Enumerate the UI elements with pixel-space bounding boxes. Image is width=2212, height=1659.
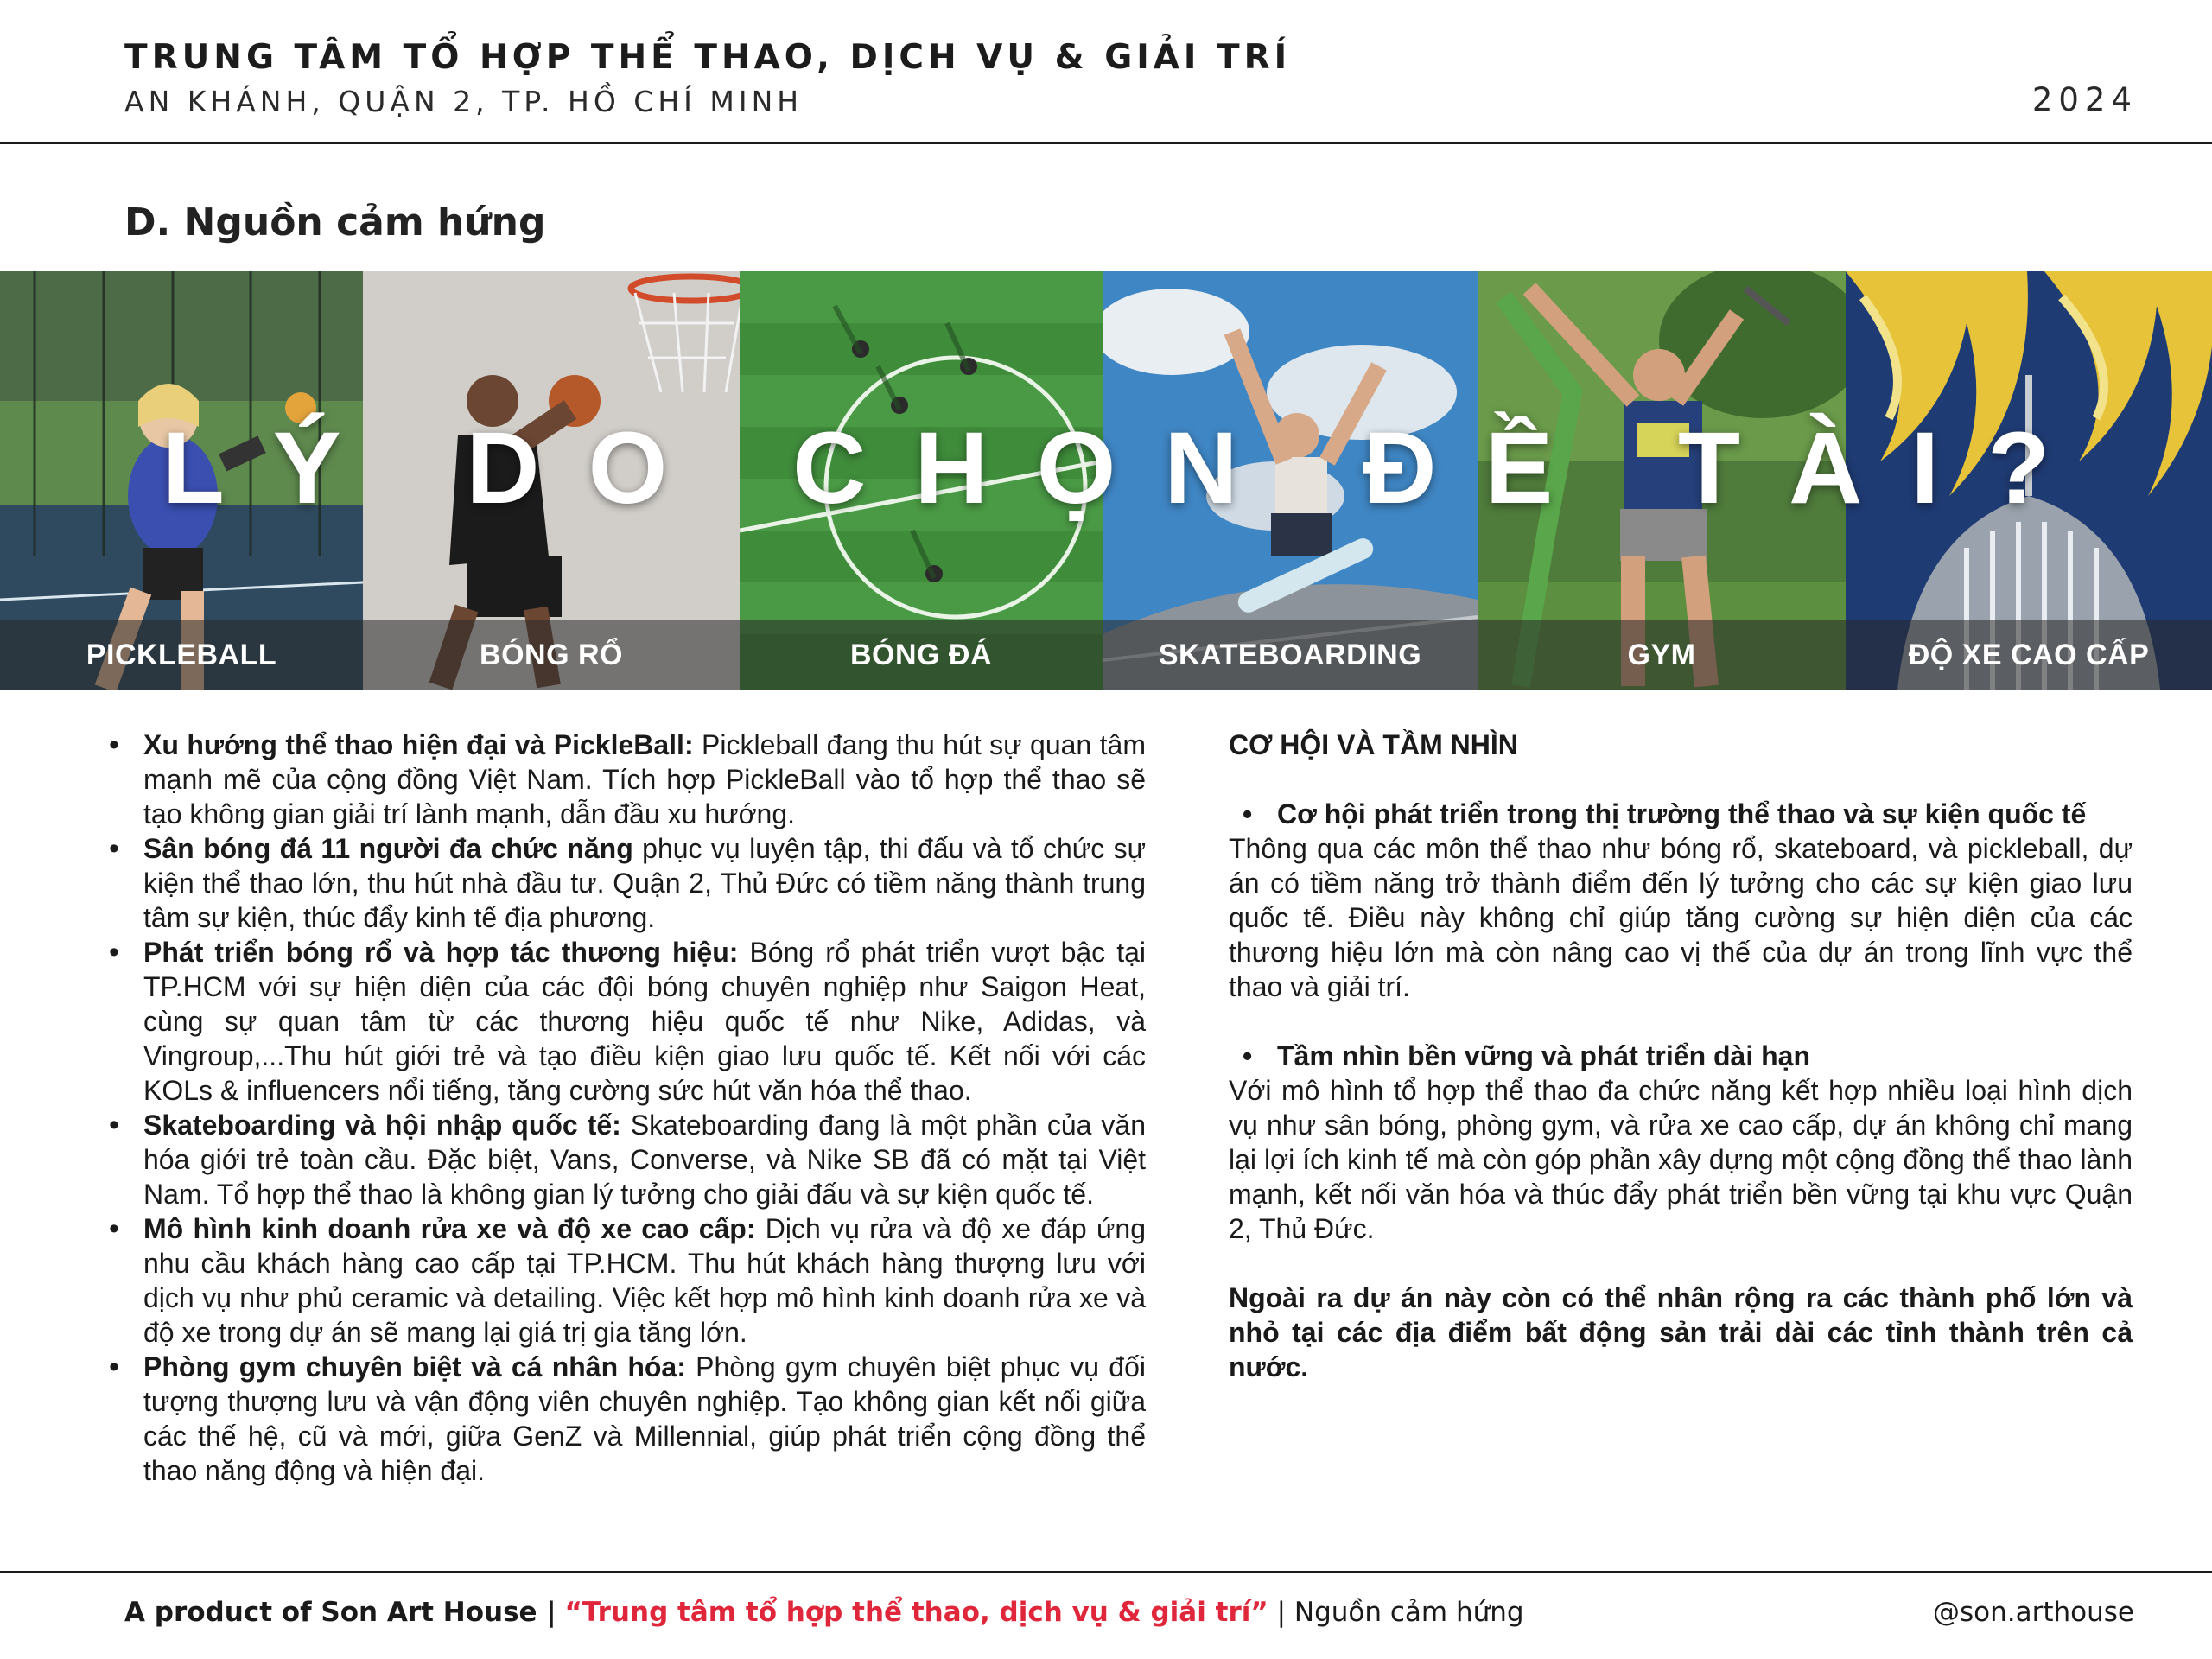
panel-label: GYM <box>1627 638 1696 671</box>
opportunity-paragraph: Thông qua các môn thể thao như bóng rổ, skateboard, và pickleball, dự án có tiềm năng trở thành điểm đến lý tưởng cho các sự kiện giao lưu quốc tế. Điều này không chỉ giúp tăng cường sự hiện diện của các thương hiệu lớn mà còn nâng cao vị thế của dự án trong lĩnh vực thể thao và giải trí. <box>1229 833 2133 1002</box>
panel-label-bar <box>363 620 740 690</box>
document-year: 2024 <box>2031 81 2138 118</box>
list-item-heading: Sân bóng đá 11 người đa chức năng <box>143 833 633 864</box>
document-title: TRUNG TÂM TỔ HỢP THỂ THAO, DỊCH VỤ & GIẢI TRÍ <box>124 38 1292 77</box>
panel-label-bar <box>1103 620 1478 690</box>
list-item-text: Bóng rổ phát triển vượt bậc tại TP.HCM với sự hiện diện của các đội bóng chuyên nghiệp như Saigon Heat, cùng sự quan tâm từ các thương hiệu quốc tế như Nike, Adidas, và Vingroup,...Thu hút giới trẻ và tạo điều kiện giao lưu quốc tế. Kết nối với các KOLs & influencers nổi tiếng, tăng cường sức hút văn hóa thể thao. <box>143 937 1147 1106</box>
footer-divider <box>0 1571 2212 1573</box>
list-item-text: Skateboarding đang là một phần của văn hóa giới trẻ toàn cầu. Đặc biệt, Vans, Converse, và Nike SB đã có mặt tại Việt Nam. Tổ hợp thể thao là không gian lý tưởng cho giải đấu và sự kiện quốc tế. <box>143 1109 1147 1210</box>
vision-subheading: • Tầm nhìn bền vững và phát triển dài hạn <box>1229 1039 2133 1073</box>
footer-project-name: “Trung tâm tổ hợp thể thao, dịch vụ & giải trí” <box>564 1597 1268 1628</box>
panel-label: BÓNG RỔ <box>480 638 623 671</box>
list-item <box>105 935 1146 1108</box>
list-item-heading: Xu hướng thể thao hiện đại và PickleBall: <box>143 729 694 760</box>
list-item <box>105 1211 1146 1350</box>
list-item-text: Phòng gym chuyên biệt phục vụ đối tượng thượng lưu và vận động viên chuyên nghiệp. Tạo không gian kết nối giữa các thế hệ, cũ và mới, giữa GenZ và Millennial, giúp phát triển cộng đồng thể thao năng động và hiện đại. <box>143 1351 1147 1486</box>
list-item-heading: Phát triển bóng rổ và hợp tác thương hiệu: <box>143 937 739 968</box>
footer-credit <box>124 1597 1524 1628</box>
footer-handle: @son.arthouse <box>1933 1597 2134 1628</box>
vision-paragraph: Với mô hình tổ hợp thể thao đa chức năng kết hợp nhiều loại hình dịch vụ như sân bóng, phòng gym, và rửa xe cao cấp, dự án không chỉ mang lại lợi ích kinh tế mà còn góp phần xây dựng một cộng đồng thể thao lành mạnh, kết nối văn hóa và thúc đẩy phát triển bền vững tại khu vực Quận 2, Thủ Đức. <box>1229 1075 2133 1244</box>
document-subtitle: AN KHÁNH, QUẬN 2, TP. HỒ CHÍ MINH <box>124 85 804 118</box>
list-item <box>105 1350 1146 1488</box>
closing-statement: Ngoài ra dự án này còn có thể nhân rộng ra các thành phố lớn và nhỏ tại các địa điểm bất động sản trải dài các tỉnh thành trên cả nước. <box>1229 1282 2133 1382</box>
sports-banner <box>0 271 2212 690</box>
footer-brand: A product of Son Art House | <box>124 1597 556 1628</box>
footer-section: | Nguồn cảm hứng <box>1276 1597 1524 1628</box>
panel-label-bar <box>740 620 1103 690</box>
list-item-heading: Skateboarding và hội nhập quốc tế: <box>143 1109 621 1141</box>
list-item <box>105 831 1146 935</box>
list-item-text: Pickleball đang thu hút sự quan tâm mạnh mẽ của cộng đồng Việt Nam. Tích hợp PickleBall vào tổ hợp thể thao sẽ tạo không gian giải trí lành mạnh, dẫn đầu xu hướng. <box>143 729 1146 830</box>
list-item-text: phục vụ luyện tập, thi đấu và tổ chức sự kiện thể thao lớn, thu hút nhà đầu tư. Quận 2, Thủ Đức có tiềm năng thành trung tâm sự kiện, thúc đẩy kinh tế địa phương. <box>143 833 1147 933</box>
list-item <box>105 1108 1146 1211</box>
section-title: D. Nguồn cảm hứng <box>124 200 546 245</box>
panel-label: SKATEBOARDING <box>1158 638 1422 671</box>
reasons-list <box>105 728 1146 1488</box>
opportunity-heading: CƠ HỘI VÀ TẦM NHÌN <box>1229 729 1518 760</box>
banner-title: LÝ DO CHỌN ĐỀ TÀI? <box>162 411 2099 525</box>
panel-label: BÓNG ĐÁ <box>849 638 993 671</box>
panel-label-bar <box>0 620 363 690</box>
list-item-heading: Mô hình kinh doanh rửa xe và độ xe cao cấp: <box>143 1213 756 1244</box>
panel-label-bar <box>1478 620 1846 690</box>
spacer <box>1229 1004 2133 1039</box>
panel-label: ĐỘ XE CAO CẤP <box>1908 638 2150 671</box>
list-item-heading: Phòng gym chuyên biệt và cá nhân hóa: <box>143 1351 686 1382</box>
panel-label: PICKLEBALL <box>86 638 277 671</box>
spacer <box>1229 1246 2133 1281</box>
list-item <box>105 728 1146 831</box>
header-divider <box>0 142 2212 144</box>
panel-label-bar <box>1846 620 2212 690</box>
opportunity-subheading: • Cơ hội phát triển trong thị trường thể thao và sự kiện quốc tế <box>1229 797 2133 831</box>
opportunity-vision <box>1229 728 2133 1384</box>
list-item-text: Dịch vụ rửa và độ xe đáp ứng nhu cầu khách hàng cao cấp tại TP.HCM. Thu hút khách hàng thượng lưu với dịch vụ như phủ ceramic và detailing. Việc kết hợp mô hình kinh doanh rửa xe và độ xe trong dự án sẽ mang lại giá trị gia tăng lớn. <box>143 1213 1147 1348</box>
